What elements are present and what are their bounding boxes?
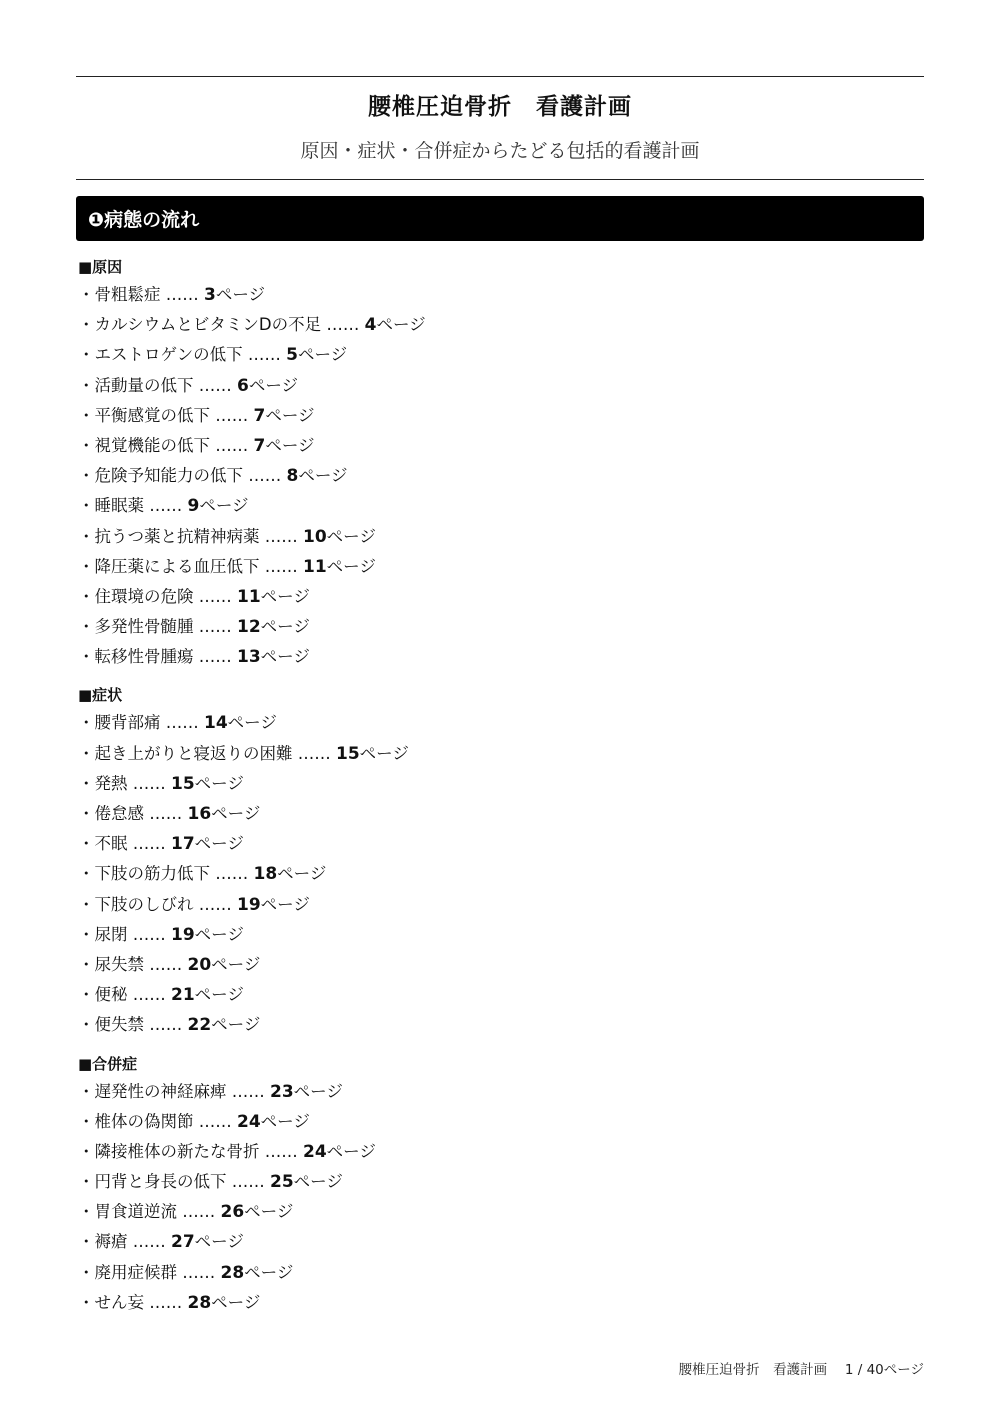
- toc-item-page-suffix: ページ: [211, 1015, 261, 1035]
- toc-content: [78, 254, 918, 1318]
- toc-item-page-suffix: ページ: [194, 773, 244, 793]
- toc-item-label: ・骨粗鬆症 ……: [78, 285, 204, 304]
- toc-item-page-number: 22: [187, 1015, 212, 1036]
- toc-item[interactable]: [78, 799, 918, 829]
- toc-item[interactable]: [78, 1167, 918, 1197]
- toc-item-page-suffix: ページ: [260, 586, 310, 606]
- toc-item-page-number: 16: [187, 804, 212, 824]
- toc-item[interactable]: [78, 371, 918, 401]
- toc-item[interactable]: [78, 552, 918, 582]
- toc-item-page-suffix: ページ: [260, 617, 310, 637]
- toc-item-page-number: 12: [237, 617, 261, 638]
- toc-item-page-number: 28: [187, 1292, 212, 1313]
- toc-item-page-suffix: ページ: [376, 315, 426, 335]
- toc-item-label: ・便失禁 ……: [78, 1015, 188, 1035]
- toc-item[interactable]: [78, 522, 918, 552]
- toc-item-page-suffix: ページ: [260, 1111, 310, 1131]
- toc-item-page-number: 19: [237, 894, 261, 915]
- toc-item-label: ・褥瘡 ……: [78, 1232, 171, 1252]
- toc-item-label: ・不眠 ……: [78, 834, 171, 854]
- toc-item-label: ・腰背部痛 ……: [78, 713, 204, 733]
- toc-item-label: ・住環境の危険 ……: [78, 586, 237, 606]
- toc-item[interactable]: [78, 1077, 918, 1107]
- toc-item-label: ・尿閉 ……: [78, 924, 171, 944]
- section-heading-bar: [76, 196, 924, 241]
- toc-item-label: ・多発性骨髄腫 ……: [78, 617, 237, 637]
- toc-item[interactable]: [78, 340, 918, 370]
- toc-item-label: ・隣接椎体の新たな骨折 ……: [78, 1141, 303, 1161]
- toc-item-page-number: 28: [220, 1262, 245, 1283]
- toc-item-page-suffix: ページ: [194, 1232, 244, 1252]
- toc-item-page-suffix: ページ: [293, 1081, 343, 1101]
- toc-item-page-suffix: ページ: [298, 345, 348, 365]
- toc-group: [78, 682, 918, 1040]
- toc-item-label: ・降圧薬による血圧低下 ……: [78, 556, 303, 576]
- toc-item-page-number: 7: [253, 435, 266, 456]
- toc-item-page-number: 19: [171, 924, 195, 945]
- toc-item-page-number: 11: [303, 556, 327, 577]
- toc-item[interactable]: [78, 708, 918, 738]
- toc-item-label: ・エストロゲンの低下 ……: [78, 345, 287, 365]
- toc-item[interactable]: [78, 829, 918, 859]
- toc-item-page-suffix: ページ: [260, 894, 310, 914]
- toc-item-label: ・発熱 ……: [78, 773, 171, 793]
- toc-item-label: ・下肢のしびれ ……: [78, 894, 237, 914]
- toc-item-page-suffix: ページ: [359, 743, 409, 763]
- toc-item[interactable]: [78, 431, 918, 461]
- toc-item-page-suffix: ページ: [244, 1202, 294, 1222]
- toc-item[interactable]: [78, 582, 918, 612]
- toc-group: [78, 254, 918, 672]
- toc-item[interactable]: [78, 1258, 918, 1288]
- toc-item-page-suffix: ページ: [326, 1141, 376, 1161]
- toc-item-page-number: 14: [204, 713, 228, 734]
- toc-item-page-number: 10: [303, 526, 327, 547]
- toc-item-page-suffix: ページ: [248, 375, 299, 395]
- toc-item-label: ・転移性骨腫瘍 ……: [78, 647, 237, 667]
- toc-item-page-number: 23: [270, 1081, 294, 1102]
- toc-item-label: ・円背と身長の低下 ……: [78, 1172, 270, 1192]
- page-footer: 腰椎圧迫骨折 看護計画 1 / 40ページ: [678, 1362, 924, 1378]
- toc-item[interactable]: [78, 612, 918, 642]
- section-title: ❶病態の流れ: [88, 209, 200, 231]
- toc-item[interactable]: [78, 1107, 918, 1137]
- toc-item-page-number: 13: [237, 647, 261, 668]
- toc-item-page-number: 24: [303, 1141, 327, 1162]
- group-heading: ■原因: [78, 258, 123, 276]
- toc-item-page-suffix: ページ: [277, 864, 327, 884]
- toc-item-page-suffix: ページ: [265, 405, 315, 425]
- toc-item-label: ・下肢の筋力低下 ……: [78, 864, 254, 884]
- toc-item-page-number: 5: [286, 345, 299, 366]
- toc-item[interactable]: [78, 642, 918, 672]
- toc-item-label: ・せん妄 ……: [78, 1292, 188, 1312]
- toc-item[interactable]: [78, 890, 918, 920]
- toc-item-page-suffix: ページ: [227, 713, 277, 733]
- toc-item-page-suffix: ページ: [199, 496, 249, 516]
- toc-item-page-number: 8: [286, 466, 299, 487]
- toc-item-page-suffix: ページ: [194, 985, 244, 1005]
- header-bottom-rule: [76, 179, 924, 180]
- document-subtitle: 原因・症状・合併症からたどる包括的看護計画: [300, 140, 700, 162]
- toc-item-page-suffix: ページ: [194, 924, 244, 944]
- toc-item-page-suffix: ページ: [215, 285, 266, 304]
- group-heading: ■症状: [78, 686, 123, 705]
- toc-item-page-number: 17: [171, 834, 195, 855]
- toc-item[interactable]: [78, 950, 918, 980]
- toc-item-page-number: 4: [364, 315, 377, 336]
- toc-item-page-number: 6: [237, 375, 249, 396]
- toc-item-label: ・便秘 ……: [78, 985, 171, 1005]
- toc-item[interactable]: [78, 1288, 918, 1318]
- toc-item-page-number: 18: [253, 864, 278, 885]
- toc-item-page-suffix: ページ: [326, 526, 376, 546]
- toc-item-page-suffix: ページ: [260, 647, 310, 667]
- toc-group: [78, 1051, 918, 1319]
- toc-item-label: ・尿失禁 ……: [78, 954, 188, 974]
- toc-item-page-number: 26: [220, 1202, 245, 1223]
- toc-item-label: ・睡眠薬 ……: [78, 496, 188, 516]
- toc-item[interactable]: [78, 859, 918, 889]
- toc-item-label: ・廃用症候群 ……: [78, 1262, 221, 1282]
- toc-item[interactable]: [78, 920, 918, 950]
- toc-item-page-number: 25: [270, 1172, 294, 1193]
- toc-item-page-number: 27: [171, 1232, 195, 1253]
- toc-item[interactable]: [78, 310, 918, 340]
- toc-item-label: ・抗うつ薬と抗精神病薬 ……: [78, 526, 303, 546]
- toc-item[interactable]: [78, 461, 918, 491]
- toc-item-page-suffix: ページ: [211, 804, 261, 823]
- toc-item-label: ・平衡感覚の低下 ……: [78, 405, 254, 425]
- toc-item-page-suffix: ページ: [298, 466, 348, 486]
- toc-item[interactable]: [78, 491, 918, 521]
- toc-item-label: ・視覚機能の低下 ……: [78, 435, 254, 455]
- toc-item-label: ・遅発性の神経麻痺 ……: [78, 1081, 270, 1101]
- toc-item-label: ・危険予知能力の低下 ……: [78, 466, 287, 486]
- toc-item-page-suffix: ページ: [326, 556, 376, 576]
- toc-item-page-suffix: ページ: [194, 834, 244, 854]
- document-title: 腰椎圧迫骨折 看護計画: [368, 94, 632, 120]
- toc-item-page-number: 7: [253, 405, 266, 426]
- toc-item-label: ・活動量の低下 ……: [78, 375, 237, 395]
- toc-item[interactable]: [78, 980, 918, 1010]
- toc-item-page-number: 3: [204, 285, 216, 305]
- toc-item[interactable]: [78, 739, 918, 769]
- toc-item[interactable]: [78, 401, 918, 431]
- toc-item-page-suffix: ページ: [211, 1292, 261, 1312]
- toc-item-page-suffix: ページ: [211, 954, 261, 974]
- toc-item[interactable]: [78, 1137, 918, 1167]
- toc-item-page-number: 11: [237, 586, 261, 607]
- toc-item-page-number: 15: [171, 773, 195, 794]
- toc-item-label: ・倦怠感 ……: [78, 804, 188, 823]
- toc-item-page-suffix: ページ: [265, 435, 315, 455]
- toc-item-label: ・椎体の偽関節 ……: [78, 1111, 237, 1131]
- toc-item[interactable]: [78, 1197, 918, 1227]
- toc-item-page-number: 15: [336, 743, 360, 764]
- toc-item[interactable]: [78, 1010, 918, 1040]
- toc-item-page-number: 24: [237, 1111, 261, 1132]
- toc-item[interactable]: [78, 1227, 918, 1257]
- toc-item-page-number: 21: [171, 985, 195, 1006]
- toc-item-label: ・胃食道逆流 ……: [78, 1202, 221, 1222]
- toc-item-page-suffix: ページ: [244, 1262, 294, 1282]
- group-heading: ■合併症: [78, 1054, 138, 1073]
- toc-item-label: ・カルシウムとビタミンDの不足 ……: [78, 315, 365, 335]
- toc-item-label: ・起き上がりと寝返りの困難 ……: [78, 743, 336, 763]
- toc-item-page-number: 20: [187, 954, 212, 975]
- toc-item-page-number: 9: [187, 496, 200, 517]
- toc-item[interactable]: [78, 280, 918, 310]
- toc-item-page-suffix: ページ: [293, 1172, 343, 1192]
- toc-item[interactable]: [78, 769, 918, 799]
- header-top-rule: [76, 76, 924, 77]
